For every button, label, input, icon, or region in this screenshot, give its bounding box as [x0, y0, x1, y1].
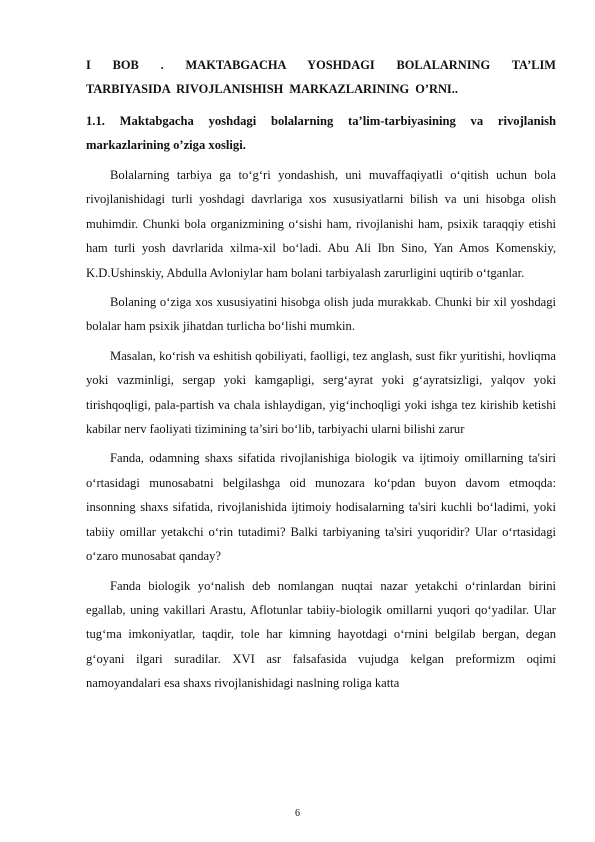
- document-page: [86, 53, 556, 701]
- section-title: 1.1. Maktabgacha yoshdagi bolalarning ta’lim-tarbiyasining va rivojlanish markazlarining o’ziga xosligi.: [86, 114, 556, 152]
- paragraph-3: Masalan, ko‘rish va eshitish qobiliyati, faolligi, tez anglash, sust fikr yuritishi, hovliqma yoki vazminligi, sergap yoki kamgapligi, serg‘ayrat yoki g‘ayratsizligi, yalqov yoki tirishqoqligi, pala-partish va chala ishlaydigan, yig‘inchoqligi yoki ishga tez kirishib ketishi kabilar nerv faoliyati tizimining ta’siri bo‘lib, tarbiyachi ularni bilishi zarur: [86, 348, 556, 437]
- chapter-title: [86, 53, 556, 101]
- page-number: 6: [295, 808, 300, 819]
- chapter-title-line-1: I BOB . MAKTABGACHA YOSHDAGI BOLALARNING TA’LIM: [86, 58, 556, 72]
- paragraph-4: Fanda, odamning shaxs sifatida rivojlanishiga biologik va ijtimoiy omillarning ta'siri o‘rtasidagi munosabatni belgilashga oid munozara ko‘pdan buyon davom etmoqda: insonning shaxs sifatida, rivojlanishida ijtimoiy hodisalarning ta'siri kuchli bo‘ladimi, yoki tabiiy omillar yetakchi o‘rin tutadimi? Balki tarbiyaning ta'siri yuqoridir? Ular o‘rtasidagi o‘zaro munosabat qanday?: [86, 451, 556, 564]
- paragraph-5: Fanda biologik yo‘nalish deb nomlangan nuqtai nazar yetakchi o‘rinlardan birini egallab, uning vakillari Arastu, Aflotunlar tabiiy-biologik omillarni yuqori qo‘yadilar. Ular tug‘ma imkoniyatlar, taqdir, tole har kimning hayotdagi o‘rnini belgilab bergan, degan g‘oyani ilgari suradilar. XVI asr falsafasida vujudga kelgan preformizm oqimi namoyandalari esa shaxs rivojlanishidagi naslning roliga katta: [86, 578, 556, 691]
- paragraph-1: Bolalarning tarbiya ga to‘g‘ri yondashish, uni muvaffaqiyatli o‘qitish uchun bola rivojlanishidagi turli yoshdagi davrlariga xos xususiyatlarni bilish va uni hisobga olish muhimdir. Chunki bola organizmining o‘sishi ham, rivojlanishi ham, psixik taraqqiy etishi ham turli yosh davrlarida xilma-xil bo‘ladi. Abu Ali Ibn Sino, Yan Amos Komenskiy, K.D.Ushinskiy, Abdulla Avloniylar ham bolani tarbiyalash zarurligini uqtirib o‘tganlar.: [86, 168, 556, 280]
- paragraph-2: Bolaning o‘ziga xos xususiyatini hisobga olish juda murakkab. Chunki bir xil yoshdagi bolalar ham psixik jihatdan turlicha bo‘lishi mumkin.: [86, 295, 556, 334]
- chapter-title-line-2: TARBIYASIDA RIVOJLANISHISH MARKAZLARINING O’RNI..: [86, 82, 458, 96]
